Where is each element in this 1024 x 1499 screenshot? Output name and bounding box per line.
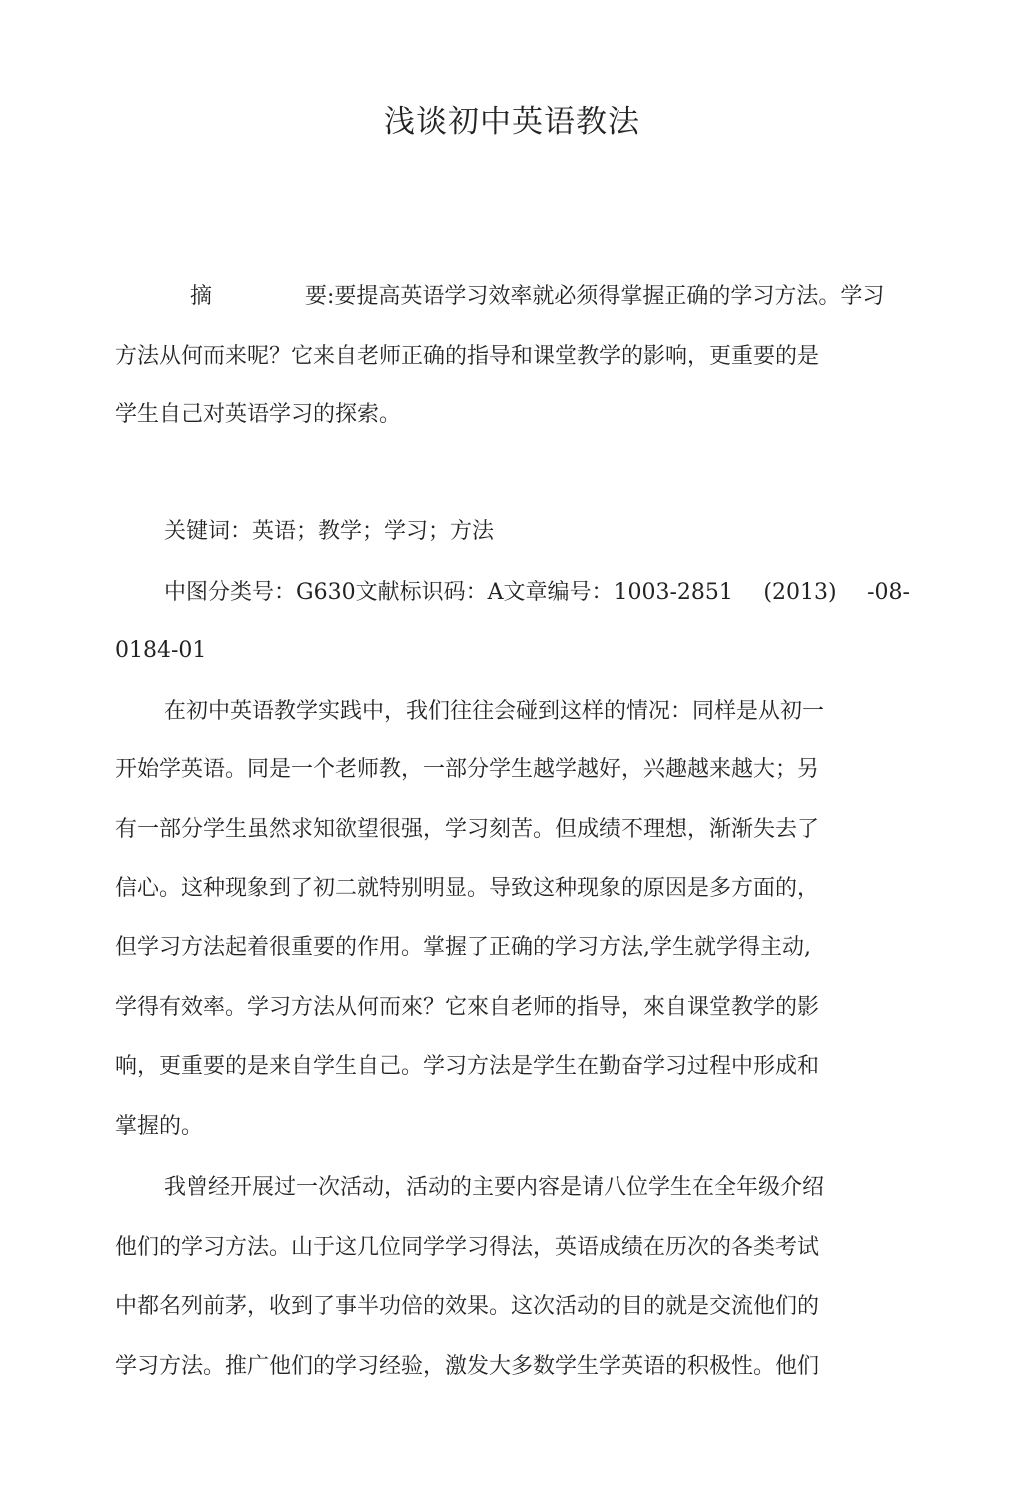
classification-line (164, 578, 910, 608)
classification-main: 中图分类号：G630文献标识码：A文章编号：1003-2851 (164, 580, 733, 605)
abstract-line (305, 282, 884, 312)
paragraph-line: 我曾经开展过一次活动，活动的主要内容是请八位学生在全年级介绍 (164, 1175, 825, 1200)
classification-issue: -08- (867, 580, 910, 605)
document-title: 浅谈初中英语教法 (384, 104, 640, 140)
abstract-label-suffix: 要: (305, 284, 335, 309)
paragraph-line: 学得有效率。学习方法从何而來？它來自老师的指导，來自课堂教学的影 (115, 995, 820, 1020)
paragraph-line: 在初中英语教学实践中，我们往往会碰到这样的情况：同样是从初一 (164, 699, 825, 724)
classification-year: (2013) (763, 580, 837, 605)
paragraph-line: 有一部分学生虽然求知欲望很强，学习刻苦。但成绩不理想，渐渐失去了 (115, 817, 820, 842)
abstract-line: 学生自己对英语学习的探索。 (115, 402, 402, 427)
paragraph-line: 开始学英语。同是一个老师教，一部分学生越学越好，兴趣越来越大；另 (115, 757, 820, 782)
paragraph-line: 中都名列前茅，收到了事半功倍的效果。这次活动的目的就是交流他们的 (115, 1294, 820, 1319)
paragraph-line: 他们的学习方法。山于这几位同学学习得法，英语成绩在历次的各类考试 (115, 1235, 820, 1260)
paragraph-line: 学习方法。推广他们的学习经验，激发大多数学生学英语的积极性。他们 (115, 1354, 820, 1379)
paragraph-line: 掌握的。 (115, 1114, 204, 1139)
abstract-text: 要提高英语学习效率就必须得掌握正确的学习方法。学习 (334, 284, 885, 309)
classification-cont: 0184-01 (115, 638, 207, 663)
paragraph-line: 响，更重要的是来自学生自己。学习方法是学生在勤奋学习过程中形成和 (115, 1054, 820, 1079)
paragraph-line: 信心。这种现象到了初二就特别明显。导致这种现象的原因是多方面的， (115, 876, 820, 901)
keywords: 关键词：英语；教学；学习；方法 (164, 519, 495, 544)
abstract-label: 摘 (190, 284, 213, 309)
paragraph-line: 但学习方法起着很重要的作用。掌握了正确的学习方法,学生就学得主动, (115, 935, 811, 960)
abstract-line: 方法从何而来呢？它来自老师正确的指导和课堂教学的影响，更重要的是 (115, 344, 820, 369)
